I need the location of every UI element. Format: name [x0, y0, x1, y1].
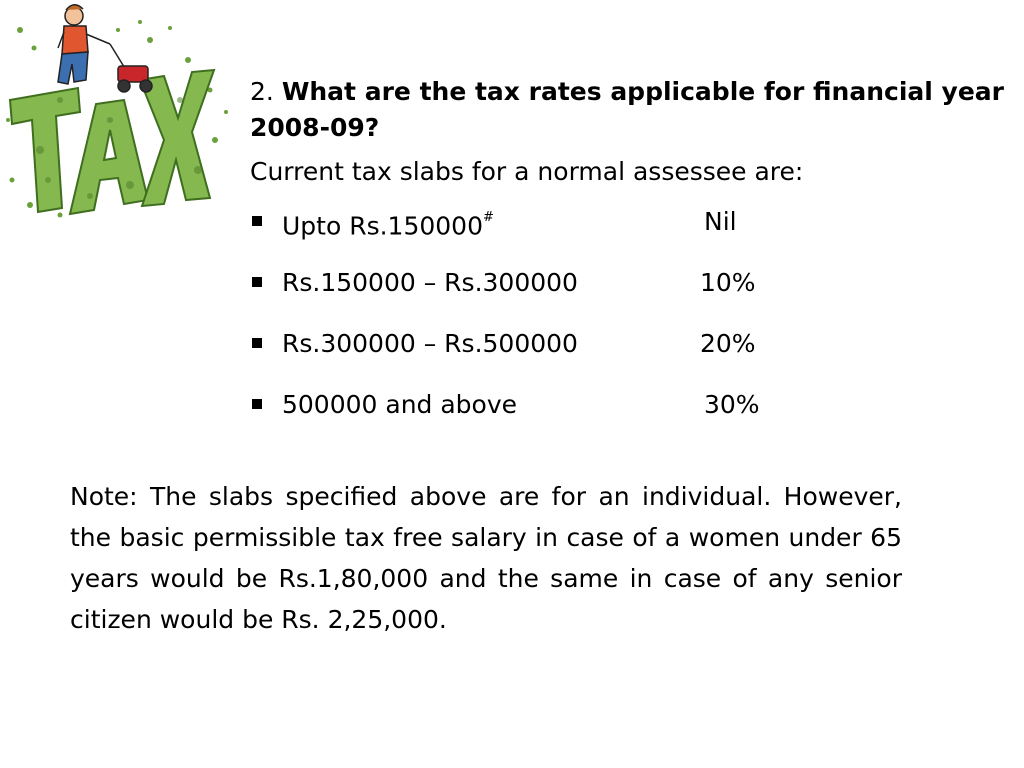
- question-text: What are the tax rates applicable for financial year 2008-09?: [250, 77, 1004, 142]
- slab-rate: 10%: [700, 268, 756, 297]
- square-bullet-icon: [252, 399, 262, 409]
- slab-range: 500000 and above: [282, 390, 518, 419]
- tax-lawnmower-clipart: [0, 0, 240, 232]
- square-bullet-icon: [252, 277, 262, 287]
- slabs-intro: Current tax slabs for a normal assessee are:: [250, 157, 804, 186]
- square-bullet-icon: [252, 338, 262, 348]
- slab-range: Rs.300000 – Rs.500000: [282, 329, 578, 358]
- question-heading: [250, 74, 1020, 146]
- slab-range: Rs.150000 – Rs.300000: [282, 268, 578, 297]
- square-bullet-icon: [252, 216, 262, 226]
- slab-rate: Nil: [704, 207, 737, 236]
- question-number: 2.: [250, 77, 274, 106]
- slab-rate: 20%: [700, 329, 756, 358]
- slab-rate: 30%: [704, 390, 760, 419]
- slab-range: Upto Rs.150000#: [282, 210, 494, 241]
- hash-marker: #: [483, 210, 494, 225]
- tax-slab-row: [250, 326, 1020, 362]
- tax-slab-row: [250, 265, 1020, 301]
- main-content: [250, 74, 1020, 448]
- note-paragraph: Note: The slabs specified above are for an individual. However, the basic permissible tax free salary in case of a women under 65 years would be Rs.1,80,000 and the same in case of any senior citizen would be Rs. 2,25,000.: [70, 482, 902, 634]
- tax-slab-row: [250, 387, 1020, 423]
- tax-slab-row: [250, 204, 1020, 240]
